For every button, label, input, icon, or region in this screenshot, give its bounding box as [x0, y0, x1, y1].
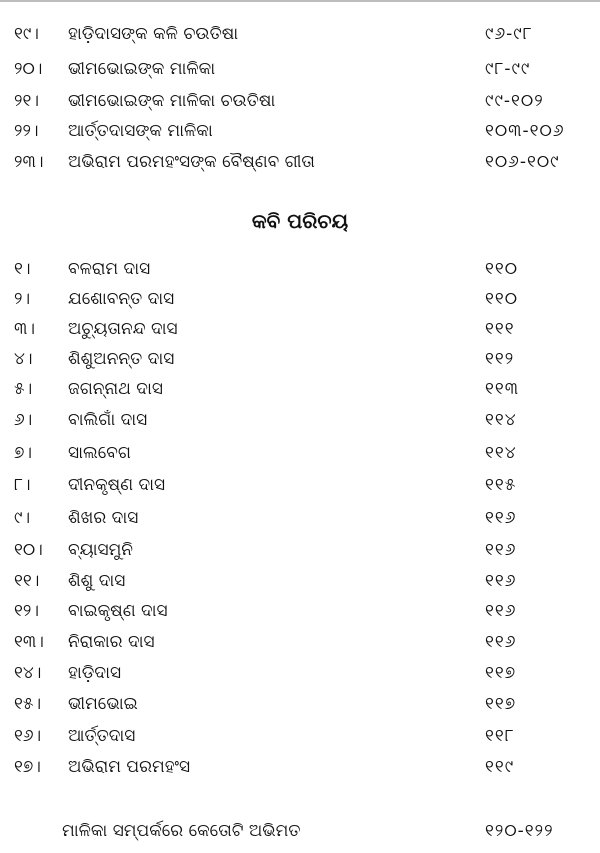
- entry-pages: ୧୧୬: [485, 540, 517, 560]
- entry-pages: ୧୧୭: [485, 694, 517, 714]
- entry-title: ଶିଶୁଅନନ୍ତ ଦାସ: [68, 349, 175, 369]
- entry-pages: ୧୧୦: [485, 259, 519, 279]
- toc-row: [0, 87, 600, 115]
- entry-number: ୨୦।: [14, 59, 43, 79]
- entry-number: ୧୧।: [14, 571, 40, 591]
- entry-number: ୨୨।: [14, 121, 39, 141]
- toc-row: [0, 375, 600, 403]
- entry-number: ୧୬।: [14, 726, 42, 746]
- toc-row-closing: [0, 817, 600, 845]
- entry-title: ଭୀମଭୋଇଙ୍କ ମାଳିକା ଚଉତିଷା: [68, 91, 276, 111]
- entry-number: ୨।: [14, 289, 31, 309]
- entry-title: ବାଇକୃଷ୍ଣ ଦାସ: [68, 601, 168, 621]
- entry-number: ୧।: [14, 259, 31, 279]
- toc-row: [0, 345, 600, 373]
- entry-pages: ୧୧୩: [485, 379, 520, 399]
- entry-pages: ୯୬-୯୮: [485, 24, 533, 44]
- entry-pages: ୧୧୭: [485, 663, 517, 683]
- entry-number: ୧୯।: [14, 24, 39, 44]
- toc-row: [0, 628, 600, 656]
- toc-row: [0, 567, 600, 595]
- toc-row: [0, 471, 600, 499]
- entry-pages: ୯୯-୧୦୨: [485, 91, 544, 111]
- entry-pages: ୧୧୬: [485, 571, 517, 591]
- entry-title: ବାଲିଗାଁ ଦାସ: [68, 410, 148, 430]
- entry-title: ହାଡ଼ିଦାସ: [68, 663, 122, 683]
- entry-title: ଭୀମଭୋଇଙ୍କ ମାଳିକା: [68, 59, 216, 79]
- toc-row: [0, 255, 600, 283]
- toc-row: [0, 536, 600, 564]
- entry-title: ଯଶୋବନ୍ତ ଦାସ: [68, 289, 175, 309]
- entry-title: ଅଭିରାମ ପରମହଂସଙ୍କ ବୈଷ୍ଣବ ଗୀତା: [68, 152, 315, 172]
- section-heading: କବି ପରିଚୟ: [251, 209, 349, 233]
- entry-pages: ୧୧୪: [485, 443, 517, 463]
- entry-title: ଅଚ୍ୟୁତାନନ୍ଦ ଦାସ: [68, 319, 178, 339]
- toc-row: [0, 722, 600, 750]
- entry-title: ଆର୍ତ୍ତଦାସଙ୍କ ମାଳିକା: [68, 121, 213, 141]
- toc-row: [0, 439, 600, 467]
- entry-pages: ୧୧୧: [485, 319, 515, 339]
- entry-pages: ୧୧୯: [485, 757, 515, 777]
- entry-pages: ୯୮-୯୯: [485, 59, 531, 79]
- toc-row: [0, 315, 600, 343]
- entry-pages: ୧୧୬: [485, 508, 517, 528]
- toc-row: [0, 20, 600, 48]
- entry-pages: ୧୧୫: [485, 475, 517, 495]
- entry-pages: ୧୦୬-୧୦୯: [485, 152, 560, 172]
- entry-title: ଦୀନକୃଷ୍ଣ ଦାସ: [68, 475, 166, 495]
- entry-title: ବଳରାମ ଦାସ: [68, 259, 151, 279]
- toc-row: [0, 148, 600, 176]
- entry-number: ୮।: [14, 475, 31, 495]
- entry-number: ୨୩।: [14, 152, 44, 172]
- entry-pages: ୧୧୬: [485, 601, 517, 621]
- entry-number: ୪।: [14, 349, 33, 369]
- entry-number: ୫।: [14, 379, 33, 399]
- entry-title: ଆର୍ତ୍ତଦାସ: [68, 726, 136, 746]
- toc-row: [0, 753, 600, 781]
- entry-pages: ୧୧୬: [485, 632, 517, 652]
- entry-number: ୧୨।: [14, 601, 39, 621]
- toc-row: [0, 285, 600, 313]
- entry-number: ୧୫।: [14, 694, 42, 714]
- entry-pages: ୧୧୦: [485, 289, 519, 309]
- entry-pages: ୧୧୪: [485, 410, 517, 430]
- top-edge-rule: [0, 0, 600, 2]
- toc-row: [0, 504, 600, 532]
- entry-title: ହାଡ଼ିଦାସଙ୍କ କଳି ଚଉତିଷା: [68, 24, 239, 44]
- entry-pages: ୧୦୩-୧୦୬: [485, 121, 565, 141]
- entry-title: ଶିଶୁ ଦାସ: [68, 571, 126, 591]
- entry-number: ୯।: [14, 508, 31, 528]
- entry-pages: ୧୧୮: [485, 726, 515, 746]
- toc-row: [0, 659, 600, 687]
- entry-number: ୧୩।: [14, 632, 44, 652]
- entry-number: ୧୪।: [14, 663, 42, 683]
- toc-row: [0, 406, 600, 434]
- entry-title: ମାଳିକା ସମ୍ପର୍କରେ କେତୋଟି ଅଭିମତ: [62, 821, 301, 841]
- entry-number: ୧୭।: [14, 757, 41, 777]
- entry-pages: ୧୨୦-୧୨୨: [485, 821, 554, 841]
- entry-title: ଶିଖର ଦାସ: [68, 508, 139, 528]
- entry-number: ୧୦।: [14, 540, 43, 560]
- entry-number: ୬।: [14, 410, 33, 430]
- entry-title: ଭୀମଭୋଇ: [68, 694, 138, 714]
- toc-row: [0, 597, 600, 625]
- entry-number: ୩।: [14, 319, 36, 339]
- entry-title: ଅଭିରାମ ପରମହଂସ: [68, 757, 191, 777]
- toc-row: [0, 690, 600, 718]
- entry-title: ସାଲବେଗ: [68, 443, 131, 463]
- toc-row: [0, 117, 600, 145]
- entry-title: ବ୍ୟାସମୁନି: [68, 540, 134, 560]
- entry-number: ୭।: [14, 443, 33, 463]
- entry-number: ୨୧।: [14, 91, 39, 111]
- entry-pages: ୧୧୨: [485, 349, 515, 369]
- toc-row: [0, 55, 600, 83]
- entry-title: ନିରାକାର ଦାସ: [68, 632, 155, 652]
- entry-title: ଜଗନ୍ନାଥ ଦାସ: [68, 379, 163, 399]
